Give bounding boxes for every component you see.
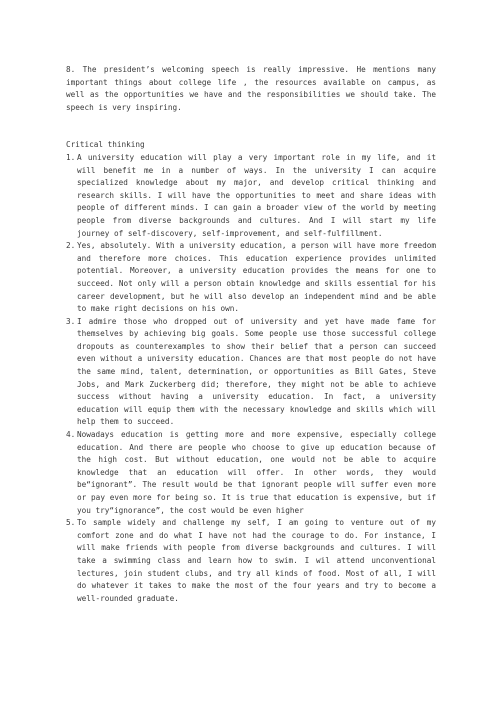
item-text: Nowadays education is getting more and more expensive, especially college education. And there are people who choose to give up education because of the high cost. But without education, one would not be able to acquire knowledge that an education will offer. In other words, they would be“ignorant”. The result would be that ignorant people will suffer even more or pay even more for being so. It is true that education is expensive, but if you try“ignorance”, the cost would be even higher: [77, 430, 436, 515]
item-text: A university education will play a very important role in my life, and it will benefit me in a number of ways. In the university I can acquire specialized knowledge about my major, and develop critical thinking and research skills. I will have the opportunities to meet and share ideas with people of different minds. I can gain a broader view of the world by meeting people from diverse backgrounds and cultures. And I will start my life journey of self-discovery, self-improvement, and self-fulfillment.: [77, 152, 436, 238]
item-number: 3.: [66, 316, 76, 326]
item-number: 1.: [66, 152, 76, 162]
answer-item-2: [66, 240, 436, 316]
item-number: 4.: [66, 430, 76, 440]
item-text: I admire those who dropped out of university and yet have made fame for themselves by achieving big goals. Some people use those successful college dropouts as counterexamples to show their belief that a person can succeed even without a university education. Chances are that most people do not have the same mind, talent, determination, or opportunities as Bill Gates, Steve Jobs, and Mark Zuckerberg did; therefore, they might not be able to achieve success without having a university education. In fact, a university education will equip them with the necessary knowledge and skills which will help them to succeed.: [77, 316, 436, 427]
document-body: [66, 64, 436, 605]
answer-item-5: [66, 517, 436, 605]
section-heading: Critical thinking: [66, 140, 145, 150]
answer-item-4: [66, 429, 436, 517]
answer-item-3: [66, 316, 436, 429]
item-number: 5.: [66, 518, 76, 528]
item-number: 2.: [66, 241, 76, 251]
answer-item-1: [66, 152, 436, 240]
answer-list: [66, 152, 436, 605]
intro-paragraph: 8. The president’s welcoming speech is really impressive. He mentions many important things about college life , the resources available on campus, as well as the opportunities we have and the responsibilities we should take. The speech is very inspiring.: [66, 65, 436, 112]
item-text: Yes, absolutely. With a university education, a person will have more freedom and therefore more choices. This education experience provides unlimited potential. Moreover, a university education provides the means for one to succeed. Not only will a person obtain knowledge and skills essential for his career development, but he will also develop an independent mind and be able to make right decisions on his own.: [77, 241, 436, 314]
item-text: To sample widely and challenge my self, I am going to venture out of my comfort zone and do what I have not had the courage to do. For instance, I will make friends with people from diverse backgrounds and cultures. I will take a swimming class and learn how to swim. I wil attend unconventional lectures, join student clubs, and try all kinds of food. Most of all, I will do whatever it takes to make the most of the four years and try to become a well-rounded graduate.: [77, 518, 436, 603]
